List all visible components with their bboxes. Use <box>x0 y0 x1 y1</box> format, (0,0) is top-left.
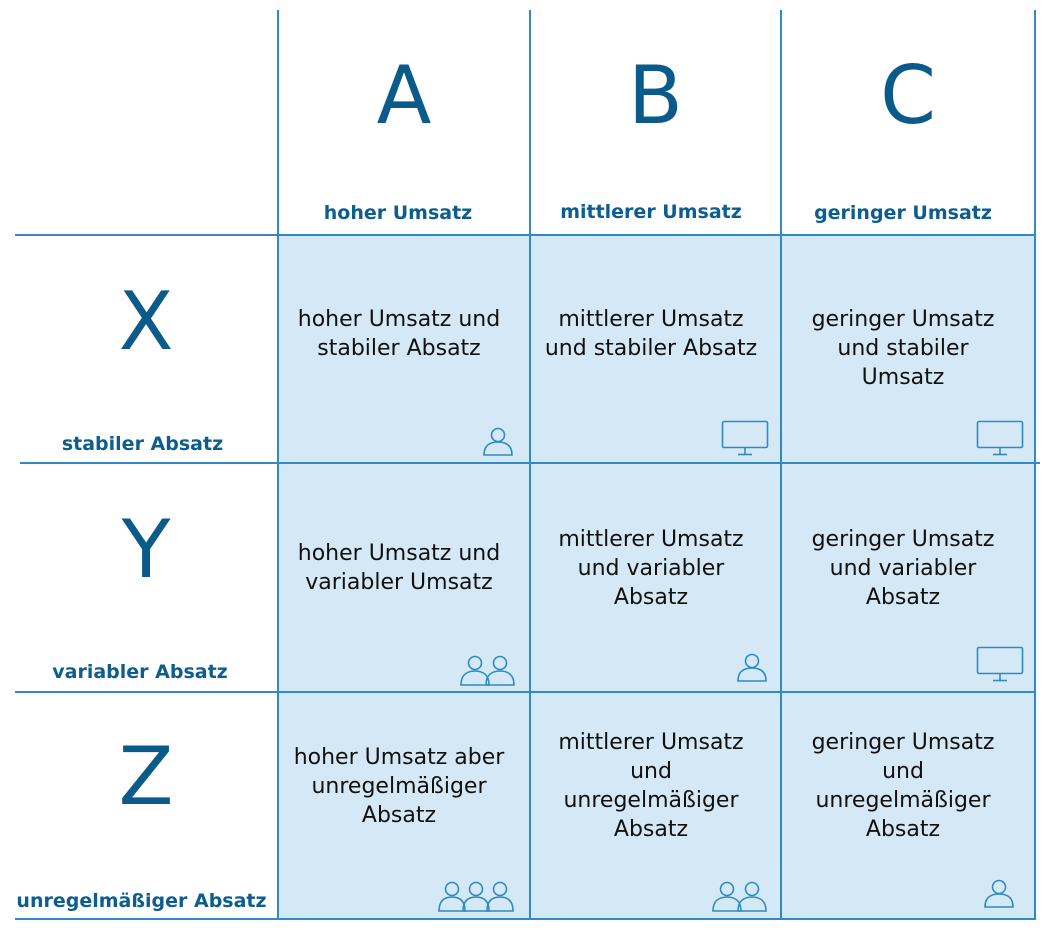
monitor-icon <box>721 420 769 457</box>
grid-line-horizontal-4 <box>15 918 1036 920</box>
two-persons-icon <box>460 654 515 686</box>
cell-text-c-x: geringer Umsatz und stabiler Umsatz <box>811 307 995 390</box>
column-letter-b: B <box>628 49 683 142</box>
single-person-icon <box>983 878 1015 908</box>
cell-text-a-x: hoher Umsatz und stabiler Absatz <box>297 307 501 361</box>
cell-text-a-y: hoher Umsatz und variabler Umsatz <box>297 541 501 595</box>
row-letter-y: Y <box>121 503 171 596</box>
cell-text-b-x: mittlerer Umsatz und stabiler Absatz <box>544 307 758 361</box>
column-label-c: geringer Umsatz <box>814 202 992 224</box>
row-letter-z: Z <box>118 730 174 823</box>
single-person-icon <box>482 426 514 456</box>
row-label-y: variabler Absatz <box>52 661 228 683</box>
cell-text-b-z: mittlerer Umsatz und unregelmäßiger Absatz <box>558 730 744 842</box>
row-label-x: stabiler Absatz <box>61 433 224 455</box>
column-label-b: mittlerer Umsatz <box>560 201 742 223</box>
grid-line-vertical-3 <box>780 10 782 920</box>
monitor-icon <box>976 646 1024 683</box>
grid-line-horizontal-3 <box>15 691 1036 693</box>
column-letter-c: C <box>880 49 936 142</box>
cell-text-c-z: geringer Umsatz und unregelmäßiger Absatz <box>811 730 995 842</box>
column-label-a: hoher Umsatz <box>323 202 473 224</box>
three-persons-icon <box>438 880 515 912</box>
grid-line-horizontal-1 <box>15 234 1036 236</box>
monitor-icon <box>976 420 1024 457</box>
cell-text-c-y: geringer Umsatz und variabler Absatz <box>811 527 995 610</box>
column-letter-a: A <box>376 49 432 142</box>
grid-line-horizontal-2 <box>20 462 1040 464</box>
single-person-icon <box>736 652 768 682</box>
cell-text-a-z: hoher Umsatz aber unregelmäßiger Absatz <box>293 745 505 828</box>
cell-text-b-y: mittlerer Umsatz und variabler Absatz <box>558 527 744 610</box>
grid-line-vertical-1 <box>277 10 279 920</box>
grid-line-vertical-4 <box>1034 10 1036 920</box>
grid-line-vertical-2 <box>529 10 531 920</box>
row-letter-x: X <box>118 275 174 368</box>
two-persons-icon <box>712 880 767 912</box>
row-label-z: unregelmäßiger Absatz <box>16 890 267 912</box>
